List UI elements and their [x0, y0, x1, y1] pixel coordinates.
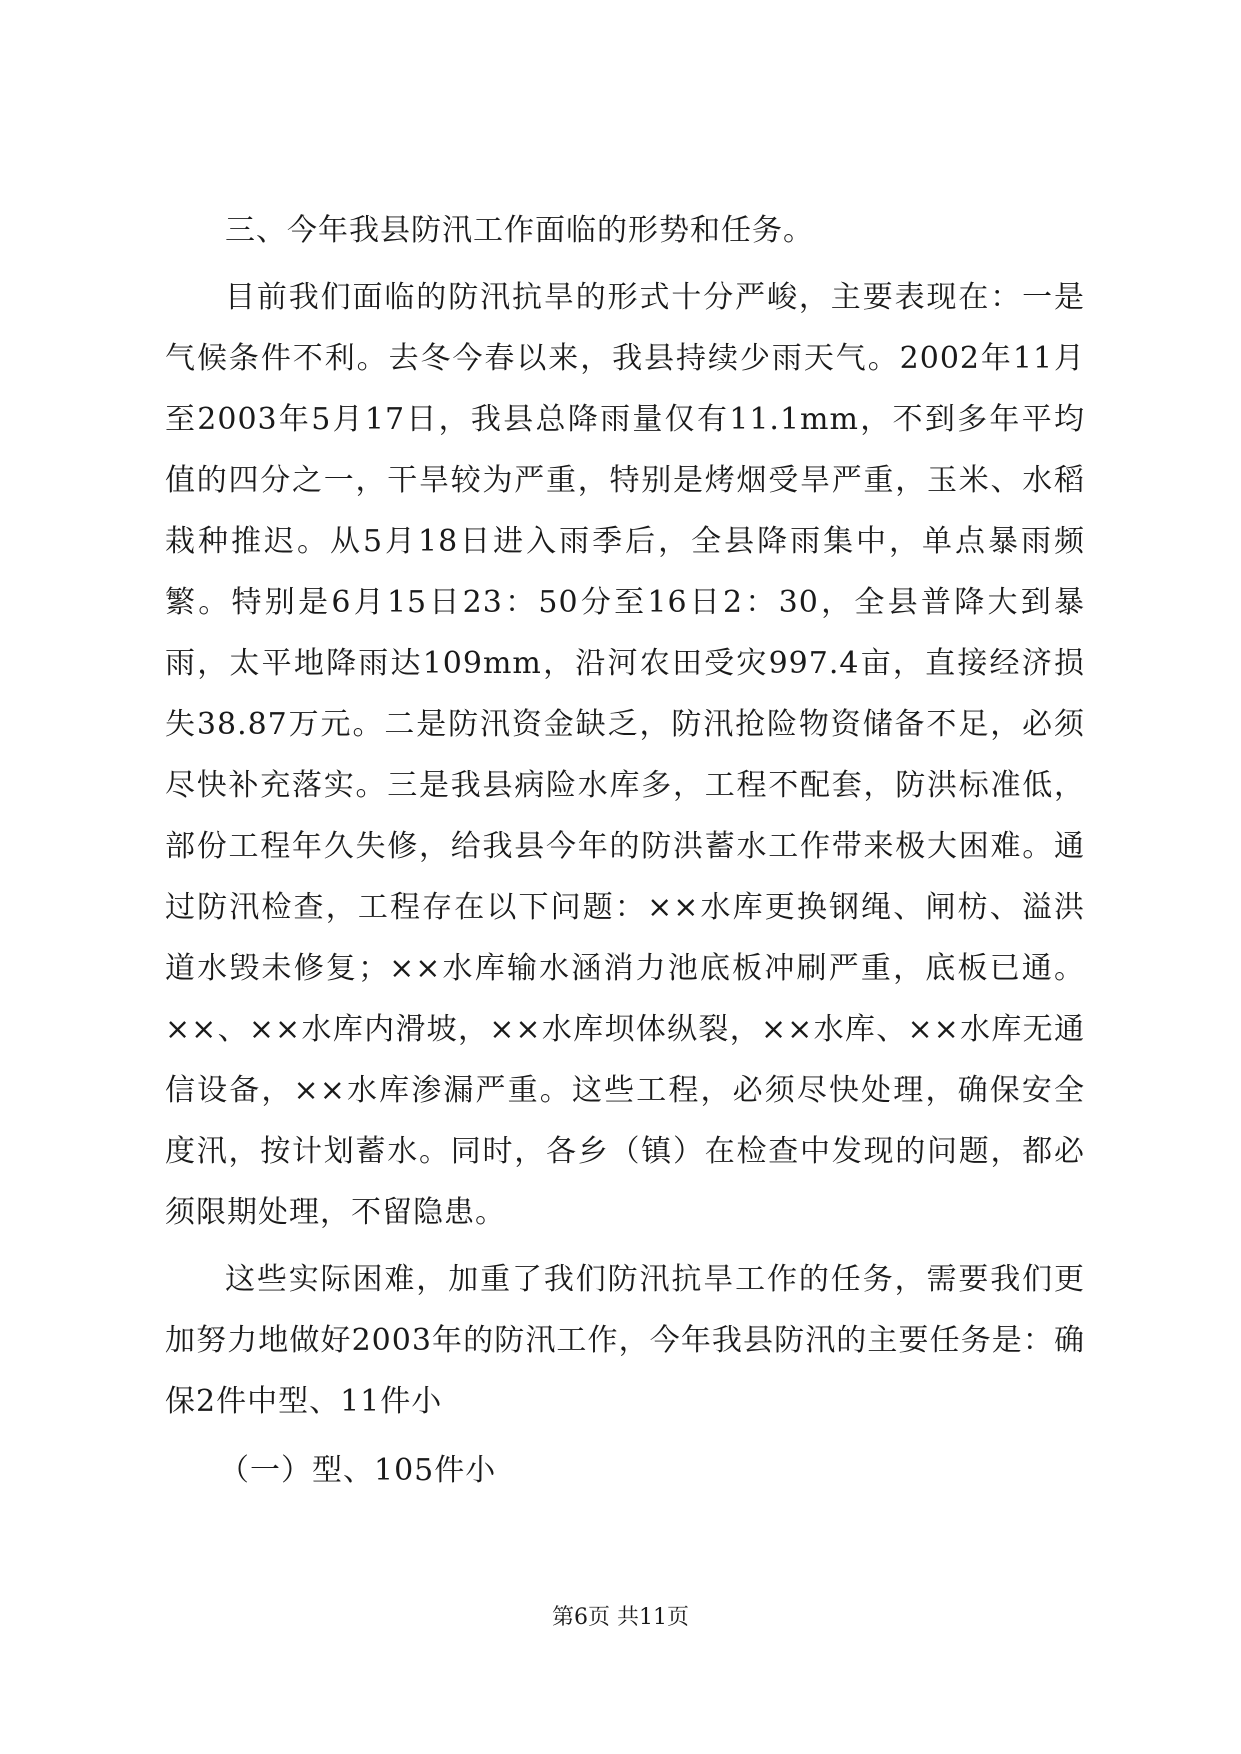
sub-item-one: （一）型、105件小 [219, 1453, 497, 1488]
section-heading: 三、今年我县防汛工作面临的形势和任务。 [225, 213, 814, 248]
document-body [165, 200, 1085, 1501]
paragraph-tasks: 这些实际困难，加重了我们防汛抗旱工作的任务，需要我们更加努力地做好2003年的防汛工作，今年我县防汛的主要任务是：确保2件中型、11件小 [165, 1262, 1085, 1419]
paragraph-situation: 目前我们面临的防汛抗旱的形式十分严峻，主要表现在：一是气候条件不利。去冬今春以来，我县持续少雨天气。2002年11月至2003年5月17日，我县总降雨量仅有11.1mm，不到多年平均值的四分之一，干旱较为严重，特别是烤烟受旱严重，玉米、水稻栽种推迟。从5月18日进入雨季后，全县降雨集中，单点暴雨频繁。特别是6月15日23：50分至16日2：30，全县普降大到暴雨，太平地降雨达109mm，沿河农田受灾997.4亩，直接经济损失38.87万元。二是防汛资金缺乏，防汛抢险物资储备不足，必须尽快补充落实。三是我县病险水库多，工程不配套，防洪标准低，部份工程年久失修，给我县今年的防洪蓄水工作带来极大困难。通过防汛检查，工程存在以下问题：××水库更换钢绳、闸枋、溢洪道水毁未修复；××水库输水涵消力池底板冲刷严重，底板已通。××、××水库内滑坡，××水库坝体纵裂，××水库、××水库无通信设备，××水库渗漏严重。这些工程，必须尽快处理，确保安全度汛，按计划蓄水。同时，各乡（镇）在检查中发现的问题，都必须限期处理，不留隐患。 [165, 280, 1085, 1230]
page-footer: 第6页 共11页 [552, 1605, 689, 1630]
